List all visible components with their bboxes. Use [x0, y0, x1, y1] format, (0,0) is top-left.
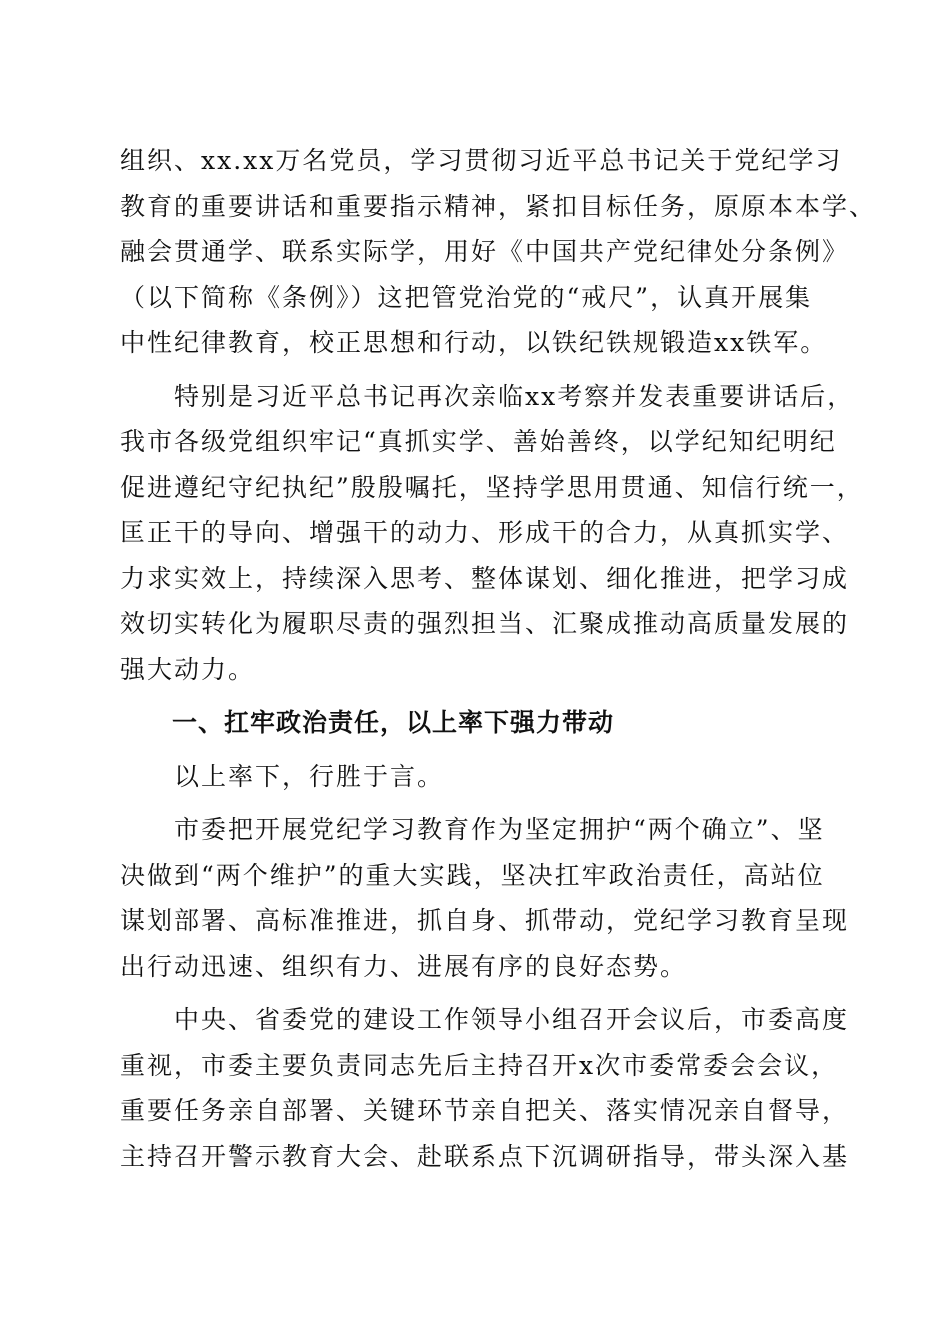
paragraph-gap [120, 692, 832, 700]
document-body [120, 138, 877, 1179]
text-line: 组织、xx.xx万名党员，学习贯彻习近平总书记关于党纪学习 [120, 146, 843, 175]
text-line: 决做到“两个维护”的重大实践，坚决扛牢政治责任，高站位 [120, 860, 825, 890]
paragraph-gap [120, 799, 832, 807]
text-line: 谋划部署、高标准推进，抓自身、抓带动，党纪学习教育呈现 [120, 906, 850, 935]
text-line: 力求实效上，持续深入思考、整体谋划、细化推进，把学习成 [120, 563, 850, 593]
text-line: 市委把开展党纪学习教育作为坚定拥护“两个确立”、坚 [120, 815, 825, 844]
paragraph-gap [120, 746, 832, 754]
text-line: 特别是习近平总书记再次亲临xx考察并发表重要讲话后， [120, 381, 855, 411]
text-line: 中央、省委党的建设工作领导小组召开会议后，市委高度 [120, 1005, 850, 1034]
text-line: （以下简称《条例》）这把管党治党的“戒尺”，认真开展集 [120, 282, 813, 312]
text-line: 我市各级党组织牢记“真抓实学、善始善终，以学纪知纪明纪 [120, 427, 837, 456]
text-line: 出行动迅速、组织有力、进展有序的良好态势。 [120, 951, 688, 981]
section-heading [120, 700, 832, 746]
paragraph [120, 754, 832, 800]
text-line: 主持召开警示教育大会、赴联系点下沉调研指导，带头深入基 [120, 1141, 850, 1171]
text-line: 匡正干的导向、增强干的动力、形成干的合力，从真抓实学、 [120, 518, 850, 547]
paragraph-gap [120, 366, 832, 374]
paragraph [120, 138, 877, 366]
text-line: 中性纪律教育，校正思想和行动，以铁纪铁规锻造xx铁军。 [120, 328, 828, 357]
text-line: 重视，市委主要负责同志先后主持召开x次市委常委会会议， [120, 1050, 839, 1080]
text-line: 教育的重要讲话和重要指示精神，紧扣目标任务，原原本本学、 [120, 191, 877, 221]
paragraph [120, 807, 850, 989]
paragraph [120, 997, 850, 1179]
text-line: 融会贯通学、联系实际学，用好《中国共产党纪律处分条例》 [120, 237, 850, 266]
paragraph [120, 374, 864, 693]
text-line: 效切实转化为履职尽责的强烈担当、汇聚成推动高质量发展的 [120, 609, 850, 638]
paragraph-gap [120, 989, 832, 997]
text-line: 重要任务亲自部署、关键环节亲自把关、落实情况亲自督导， [120, 1096, 850, 1125]
text-line: 以上率下，行胜于言。 [120, 761, 445, 791]
text-line: 一、扛牢政治责任，以上率下强力带动 [120, 708, 615, 737]
text-line: 促进遵纪守纪执纪”殷殷嘱托，坚持学思用贯通、知信行统一， [120, 472, 864, 502]
text-line: 强大动力。 [120, 654, 256, 684]
